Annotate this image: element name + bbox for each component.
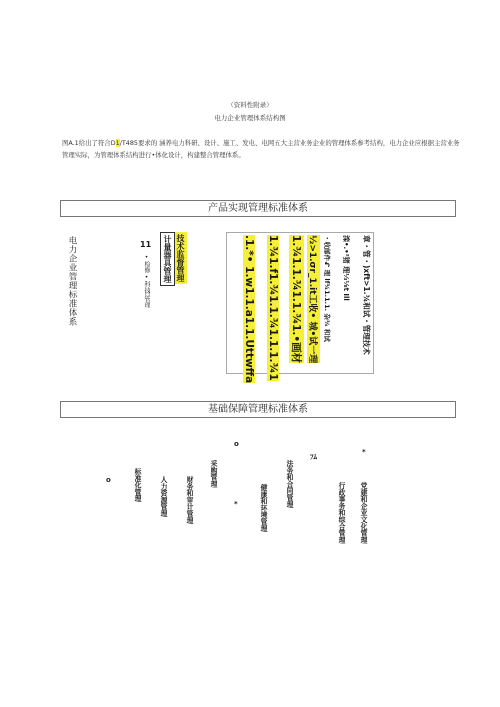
metering-label: 计量器具管理 <box>160 232 175 286</box>
project-label: 目管理 <box>143 290 150 308</box>
basic-item-label: 财务和审计管理 <box>185 476 193 524</box>
product-item-line: ½>1.σr_1.it工收• 城•试一理 <box>307 235 320 363</box>
intro-paragraph <box>62 137 462 161</box>
basic-item-label: 健康和环境管理 <box>259 484 267 532</box>
tech-label: •科技 <box>143 274 150 293</box>
basic-item-label: 采购管理 <box>209 460 217 488</box>
product-item-line: 章・管・)xft>1.¾和试・管理技术 <box>362 235 371 355</box>
product-item-line: 滦•.•²猪 理⅓⅛t Ill <box>342 235 350 301</box>
appendix-label: （资料性附录） <box>227 101 273 109</box>
basic-item-mark: * <box>234 500 238 508</box>
basic-items-area <box>100 440 380 570</box>
num-11: 11 <box>140 240 152 249</box>
intro-text-2: /T485要求的 涵养电力科研、设计、施工、发电、电网五大主营业务企业的管理体系参考结构，电力企业应根据主营业务管理实际，为管理体系结构进行•体化设计，构建整合管理体系。 <box>62 139 460 159</box>
basic-item-label: 法务和合同管理 <box>285 460 293 508</box>
basic-item-mark: o <box>234 440 239 448</box>
basic-item-mark: * <box>362 448 366 456</box>
product-item-line: ・收邮件ᖋ 理 lf¾1.1.1. 杂¾ 和试 <box>323 235 331 342</box>
basic-item-label: 党建和企业文化管理 <box>359 482 367 544</box>
basic-item-label: 行政事务和综合管理 <box>337 482 345 544</box>
product-item-line: 1.¾1.1.¾1.1.¾1.•画材 <box>290 235 302 364</box>
product-item-line: 1.¾1.f1.¾1.1.¾1.1.1.¾1 <box>267 235 279 381</box>
side-label: 电力企业管理标准体系 <box>67 236 77 326</box>
basic-item-mark: ﾌﾑ <box>310 453 317 461</box>
intro-highlight: 1 <box>115 139 120 147</box>
product-section-title: 产品实现管理标准体系 <box>208 203 308 214</box>
basic-item-label: 人力资源管理 <box>159 476 167 517</box>
basic-item-mark: o <box>106 476 111 484</box>
product-items-box <box>226 232 374 384</box>
intro-text-1: 图A.1给出了符合D <box>62 139 116 147</box>
tech-supervision-label: 技术监督管理 <box>176 234 185 282</box>
maintenance-label: •检修 <box>143 254 150 273</box>
product-section-header <box>60 200 456 217</box>
technical-column <box>140 232 214 372</box>
basic-section-header <box>60 401 456 418</box>
product-item-line: .1.*• 1.w1.1.a1.1.Uttwffa <box>243 235 255 384</box>
basic-section-title: 基础保障管理标准体系 <box>208 404 308 415</box>
figure-title: 电力企业管理体系结构图 <box>214 114 286 122</box>
basic-item-label: 标准化管理 <box>133 468 141 502</box>
